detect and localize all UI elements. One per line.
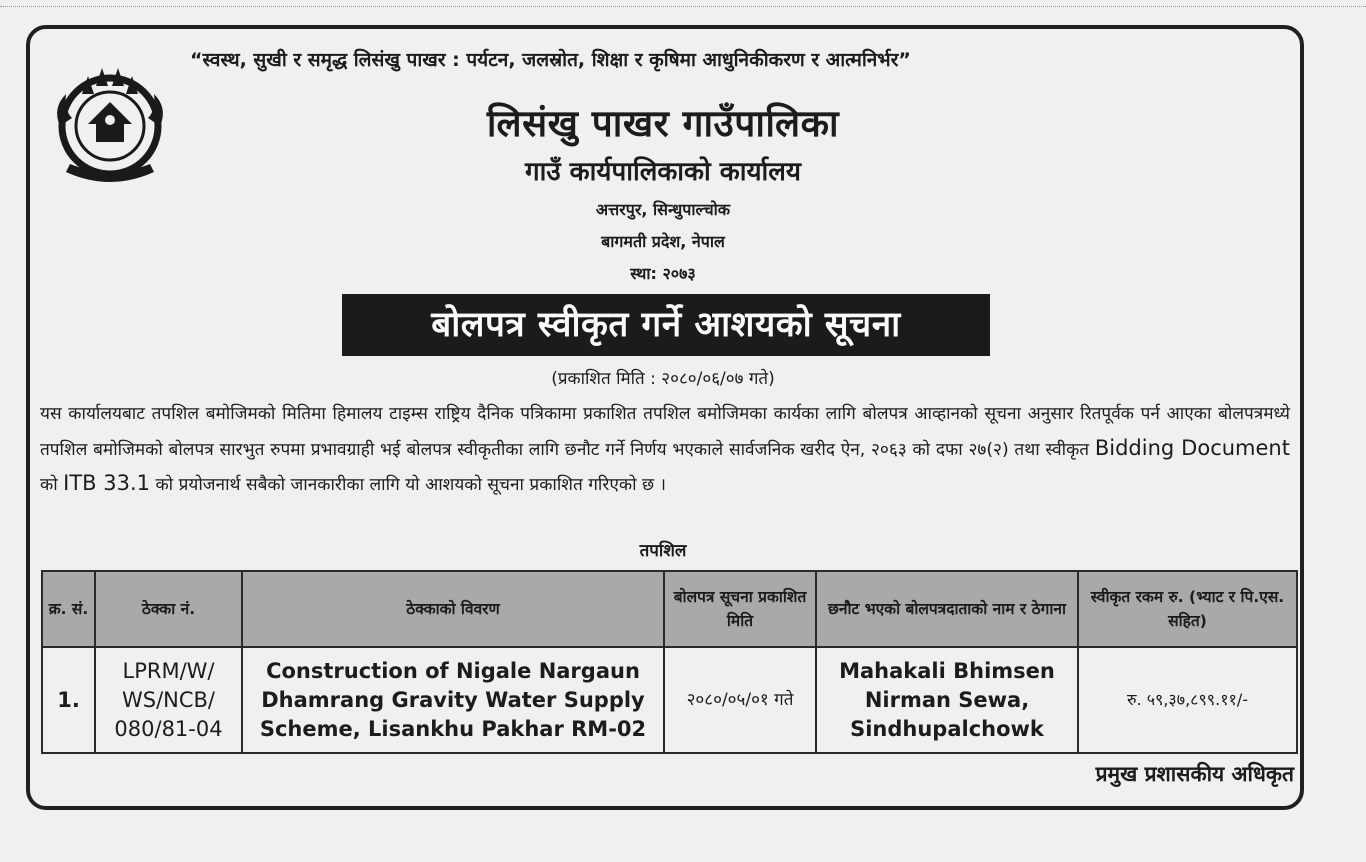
body-text-part-2: को: [40, 475, 64, 496]
header-approved-amount: स्वीकृत रकम रु. (भ्याट र पि.एस. सहित): [1078, 571, 1297, 647]
header-published-date: बोलपत्र सूचना प्रकाशित मिति: [664, 571, 816, 647]
cell-serial-no: 1.: [42, 647, 95, 753]
top-divider: [0, 6, 1366, 7]
cell-amount: रु. ५९,३७,८९९.११/-: [1078, 647, 1297, 753]
body-itb-clause: ITB 33.1: [63, 471, 150, 496]
cell-published-date: २०८०/०५/०१ गते: [664, 647, 816, 753]
details-heading: तपशिल: [639, 541, 687, 561]
published-date: (प्रकाशित मिति : २०८०/०६/०७ गते): [551, 369, 775, 389]
header-contract-no: ठेक्का नं.: [95, 571, 242, 647]
table-row: [42, 647, 1297, 753]
cell-contract-no: LPRM/W/ WS/NCB/ 080/81-04: [95, 647, 242, 753]
body-bidding-document: Bidding Document: [1094, 435, 1290, 460]
office-name: लिसंखु पाखर गाउँपालिका: [486, 102, 840, 145]
header-description: ठेक्काको विवरण: [242, 571, 664, 647]
bid-details-table: [41, 570, 1298, 754]
address-line-2: बागमती प्रदेश, नेपाल: [601, 232, 725, 251]
body-text-part-3: को प्रयोजनार्थ सबैको जानकारीका लागि यो आशयको सूचना प्रकाशित गरिएको छ ।: [150, 475, 667, 496]
notice-body: [40, 398, 1290, 503]
header-selected-bidder: छनौट भएको बोलपत्रदाताको नाम र ठेगाना: [816, 571, 1078, 647]
header-serial-no: क्र. सं.: [42, 571, 95, 647]
body-text-part-1: यस कार्यालयबाट तपशिल बमोजिमको मितिमा हिमालय टाइम्स राष्ट्रिय दैनिक पत्रिकामा प्रकाशित तपशिल बमोजिमका कार्यका लागि बोलपत्र आव्हानको सूचना अनुसार रितपूर्वक पर्न आएका बोलपत्रमध्ये तपशिल बमोजिमको बोलपत्र सारभुत रुपमा प्रभावग्राही भई बोलपत्र स्वीकृतीका लागि छनौट गर्ने निर्णय भएकाले सार्वजनिक खरीद ऐन, २०६३ को दफा २७(२) तथा स्वीकृत: [40, 404, 1290, 460]
cell-description: Construction of Nigale Nargaun Dhamrang Gravity Water Supply Scheme, Lisankhu Pakhar RM-02: [242, 647, 664, 753]
notice-title-banner: बोलपत्र स्वीकृत गर्ने आशयको सूचना: [342, 294, 990, 356]
table-header-row: [42, 571, 1297, 647]
slogan: “स्वस्थ, सुखी र समृद्ध लिसंखु पाखर : पर्यटन, जलस्रोत, शिक्षा र कृषिमा आधुनिकीकरण र आत्मनिर्भर”: [190, 49, 911, 71]
established-year: स्था: २०७३: [630, 264, 696, 283]
cell-bidder: Mahakali Bhimsen Nirman Sewa, Sindhupalchowk: [816, 647, 1078, 753]
address-line-1: अत्तरपुर, सिन्धुपाल्चोक: [595, 200, 731, 219]
signatory: प्रमुख प्रशासकीय अधिकृत: [1095, 762, 1294, 786]
office-subtitle: गाउँ कार्यपालिकाको कार्यालय: [525, 157, 801, 187]
